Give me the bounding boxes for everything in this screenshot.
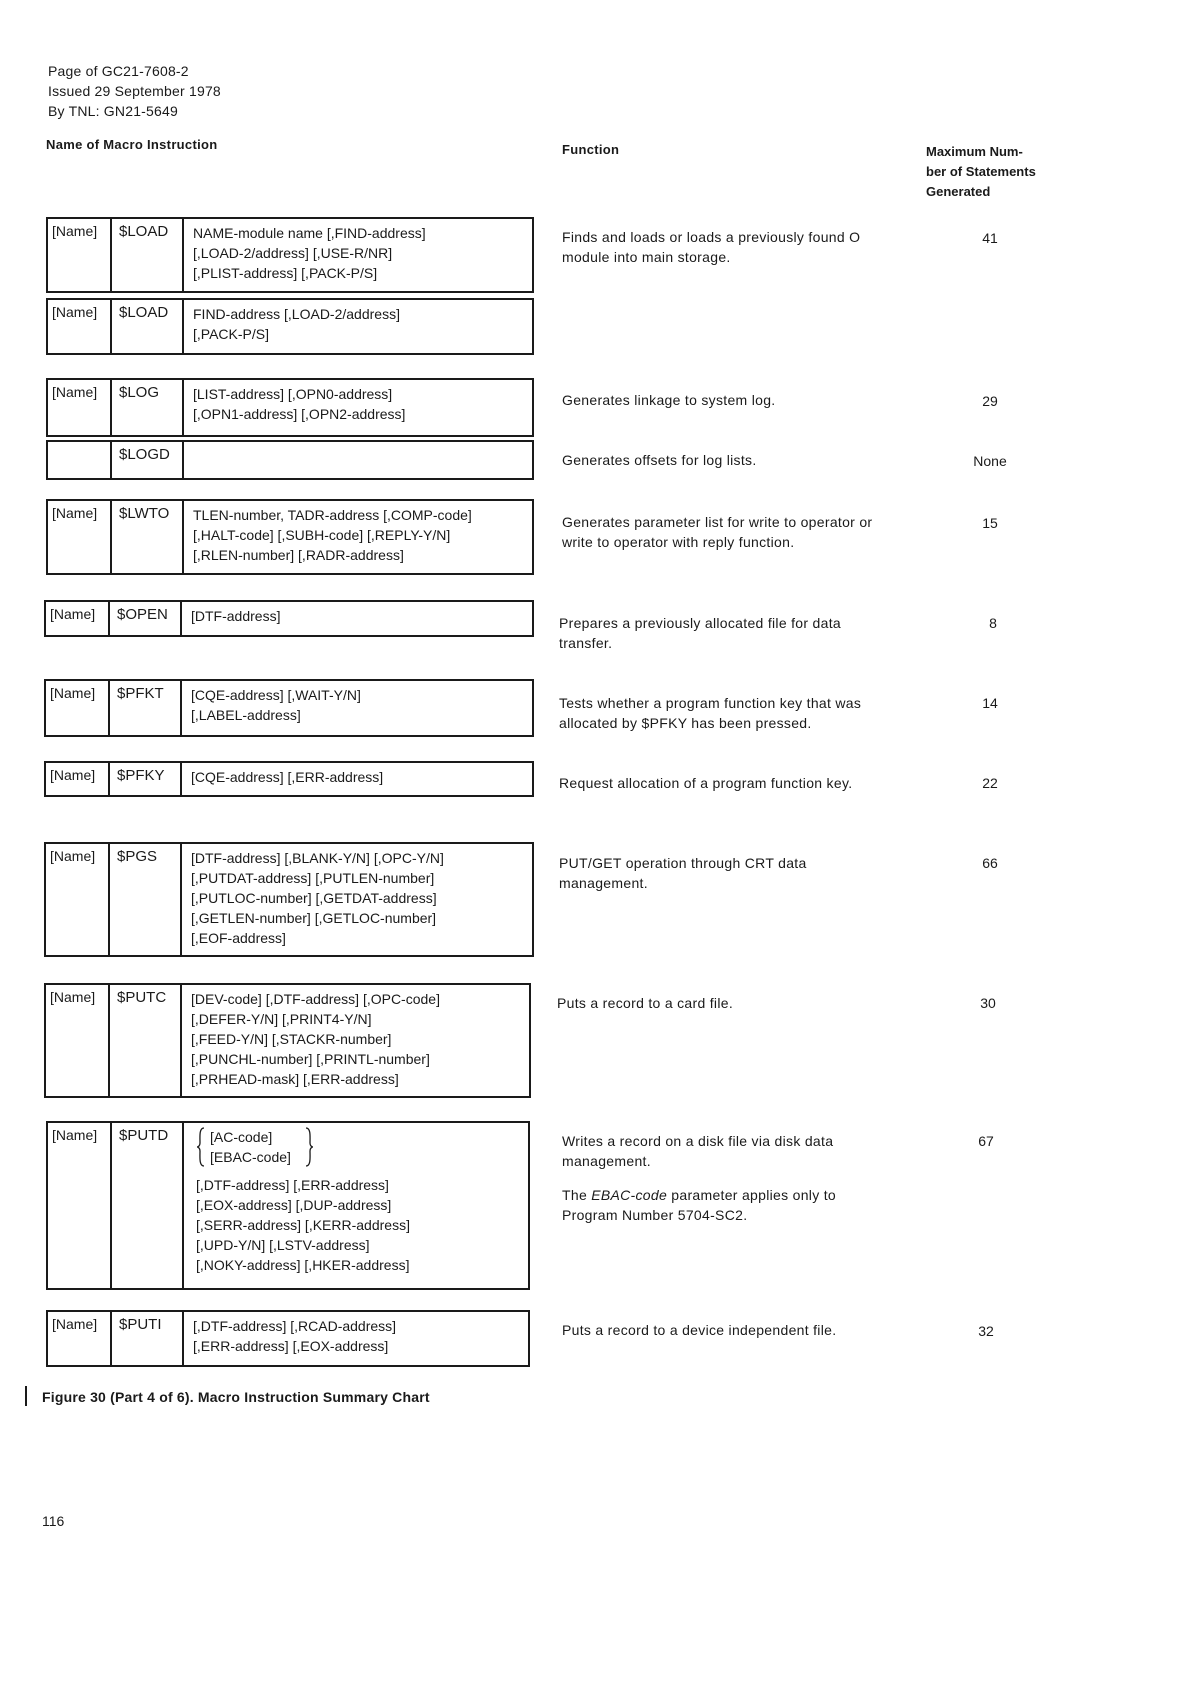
macro-box-logd <box>46 440 534 480</box>
macro-instruction-cell: $PGS <box>110 844 182 955</box>
macro-name-cell: [Name] <box>48 501 112 573</box>
operand-line: [,LOAD-2/address] [,USE-R/NR] <box>193 245 393 261</box>
macro-box-open <box>44 600 534 637</box>
column-header-max <box>926 142 1036 202</box>
column-header-name: Name of Macro Instruction <box>46 137 218 152</box>
operand-line: [,ERR-address] [,EOX-address] <box>193 1338 389 1354</box>
macro-instruction-cell: $PUTD <box>112 1123 184 1288</box>
macro-operands-cell <box>182 763 532 795</box>
function-text: PUT/GET operation through CRT data management. <box>559 855 807 891</box>
macro-instruction-cell: $LOAD <box>112 219 184 291</box>
max-statements: 29 <box>982 393 998 409</box>
operand-line: [,PACK-P/S] <box>193 326 269 342</box>
max-statements: 30 <box>980 995 996 1011</box>
macro-box-log <box>46 378 534 437</box>
operand-line: [CQE-address] [,ERR-address] <box>191 769 384 785</box>
macro-name-cell: [Name] <box>46 844 110 955</box>
operand-line: [,GETLEN-number] [,GETLOC-number] <box>191 910 437 926</box>
operand-line: [,SERR-address] [,KERR-address] <box>196 1217 410 1233</box>
macro-box-puti <box>46 1310 530 1367</box>
macro-operands-cell <box>184 380 532 435</box>
operand-line: [,EOX-address] [,DUP-address] <box>196 1197 392 1213</box>
macro-instruction-cell: $OPEN <box>110 602 182 635</box>
max-statements: 22 <box>982 775 998 791</box>
macro-name-cell: [Name] <box>46 763 110 795</box>
macro-name-cell: [Name] <box>48 219 112 291</box>
operand-line: [,DTF-address] [,ERR-address] <box>196 1177 389 1193</box>
tnl-line: By TNL: GN21-5649 <box>48 103 178 119</box>
macro-instruction-cell: $LOG <box>112 380 184 435</box>
function-text: Prepares a previously allocated file for data transfer. <box>559 615 841 651</box>
max-statements: 14 <box>982 695 998 711</box>
macro-box-load-2 <box>46 298 534 355</box>
operand-line: [,PRHEAD-mask] [,ERR-address] <box>191 1071 399 1087</box>
column-header-function: Function <box>562 142 620 157</box>
macro-box-pgs <box>44 842 534 957</box>
issue-date-line: Issued 29 September 1978 <box>48 83 221 99</box>
macro-name-cell <box>48 442 112 478</box>
function-text: Puts a record to a card file. <box>557 995 734 1011</box>
left-brace-icon <box>196 1127 206 1167</box>
function-note: The EBAC-code parameter applies only to Program Number 5704-SC2. <box>562 1187 836 1223</box>
macro-name-cell: [Name] <box>48 1312 112 1365</box>
macro-operands-cell <box>184 219 532 291</box>
code-choice-group <box>196 1127 528 1167</box>
operand-line: [,PUTDAT-address] [,PUTLEN-number] <box>191 870 435 886</box>
right-brace-icon <box>304 1127 314 1167</box>
macro-instruction-cell: $LOGD <box>112 442 184 478</box>
max-statements: 67 <box>978 1133 994 1149</box>
column-header-max-line2: ber of Statements <box>926 164 1036 179</box>
macro-instruction-cell: $PFKT <box>110 681 182 735</box>
max-statements: 15 <box>982 515 998 531</box>
macro-instruction-cell: $PFKY <box>110 763 182 795</box>
macro-operands-cell <box>182 681 532 735</box>
max-statements: 41 <box>982 230 998 246</box>
macro-box-putd <box>46 1121 530 1290</box>
operand-line: [,PLIST-address] [,PACK-P/S] <box>193 265 378 281</box>
macro-name-cell: [Name] <box>48 1123 112 1288</box>
macro-box-load-1 <box>46 217 534 293</box>
macro-instruction-cell: $PUTI <box>112 1312 184 1365</box>
operand-line: [,DTF-address] [,RCAD-address] <box>193 1318 397 1334</box>
doc-id-line: Page of GC21-7608-2 <box>48 63 189 79</box>
macro-instruction-cell: $LOAD <box>112 300 184 353</box>
operand-line: [,UPD-Y/N] [,LSTV-address] <box>196 1237 370 1253</box>
operand-line: [,PUTLOC-number] [,GETDAT-address] <box>191 890 437 906</box>
macro-box-putc <box>44 983 531 1098</box>
function-text: Writes a record on a disk file via disk data management. <box>562 1133 834 1169</box>
function-text: Generates offsets for log lists. <box>562 452 757 468</box>
operand-line: NAME-module name [,FIND-address] <box>193 225 426 241</box>
operand-line: [CQE-address] [,WAIT-Y/N] <box>191 687 361 703</box>
operand-line: [DEV-code] [,DTF-address] [,OPC-code] <box>191 991 440 1007</box>
function-text: Request allocation of a program function key. <box>559 775 853 791</box>
operand-line: [,OPN1-address] [,OPN2-address] <box>193 406 406 422</box>
macro-name-cell: [Name] <box>46 681 110 735</box>
macro-instruction-cell: $PUTC <box>110 985 182 1096</box>
operand-line: [,DEFER-Y/N] [,PRINT4-Y/N] <box>191 1011 372 1027</box>
macro-operands-cell <box>184 300 532 353</box>
macro-name-cell: [Name] <box>48 300 112 353</box>
operand-line: FIND-address [,LOAD-2/address] <box>193 306 400 322</box>
page-number: 116 <box>42 1513 65 1529</box>
macro-operands-cell <box>184 501 532 573</box>
macro-instruction-cell: $LWTO <box>112 501 184 573</box>
macro-name-cell: [Name] <box>46 602 110 635</box>
operand-line: [,LABEL-address] <box>191 707 301 723</box>
operand-line: [,RLEN-number] [,RADR-address] <box>193 547 404 563</box>
column-header-max-line3: Generated <box>926 184 991 199</box>
macro-operands-cell <box>184 442 532 478</box>
macro-operands-cell <box>182 985 529 1096</box>
macro-box-lwto <box>46 499 534 575</box>
max-statements: 66 <box>982 855 998 871</box>
macro-operands-cell <box>182 602 532 635</box>
function-text: Finds and loads or loads a previously found O module into main storage. <box>562 229 861 265</box>
macro-box-pfky <box>44 761 534 797</box>
max-statements: 8 <box>989 615 997 631</box>
macro-operands-cell <box>184 1312 528 1365</box>
figure-caption: Figure 30 (Part 4 of 6). Macro Instruction Summary Chart <box>42 1389 430 1405</box>
function-text: Generates linkage to system log. <box>562 392 776 408</box>
max-statements: 32 <box>978 1323 994 1339</box>
operand-line: [,EOF-address] <box>191 930 286 946</box>
operand-line: [EBAC-code] <box>210 1149 291 1165</box>
operand-line: TLEN-number, TADR-address [,COMP-code] <box>193 507 472 523</box>
function-text: Generates parameter list for write to operator or write to operator with reply function. <box>562 514 873 550</box>
operand-line: [,FEED-Y/N] [,STACKR-number] <box>191 1031 392 1047</box>
function-text-block <box>562 1131 892 1239</box>
macro-operands-cell <box>182 844 532 955</box>
macro-name-cell: [Name] <box>48 380 112 435</box>
operand-line: [DTF-address] [,BLANK-Y/N] [,OPC-Y/N] <box>191 850 444 866</box>
function-text: Puts a record to a device independent file. <box>562 1322 837 1338</box>
macro-name-cell: [Name] <box>46 985 110 1096</box>
operand-line: [,HALT-code] [,SUBH-code] [,REPLY-Y/N] <box>193 527 451 543</box>
operand-line: [DTF-address] <box>191 608 281 624</box>
operand-line: [,PUNCHL-number] [,PRINTL-number] <box>191 1051 430 1067</box>
operand-line: [LIST-address] [,OPN0-address] <box>193 386 393 402</box>
max-statements: None <box>973 453 1007 469</box>
macro-box-pfkt <box>44 679 534 737</box>
macro-operands-cell <box>184 1123 528 1288</box>
revision-bar <box>25 1386 27 1406</box>
operand-line: [AC-code] <box>210 1129 273 1145</box>
operand-line: [,NOKY-address] [,HKER-address] <box>196 1257 410 1273</box>
function-text: Tests whether a program function key that was allocated by $PFKY has been pressed. <box>559 695 862 731</box>
column-header-max-line1: Maximum Num- <box>926 144 1023 159</box>
